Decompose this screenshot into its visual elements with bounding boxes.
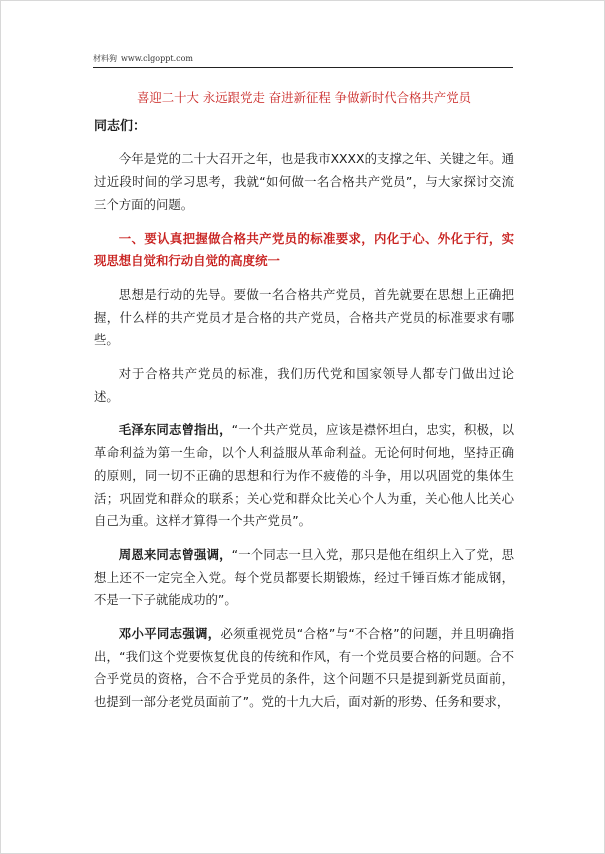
quote-lead-deng: 邓小平同志强调，	[118, 626, 221, 642]
paragraph-2: 对于合格共产党员的标准，我们历代党和国家领导人都专门做出过论述。	[94, 366, 514, 404]
paragraph-1: 思想是行动的先导。要做一名合格共产党员，首先就要在思想上正确把握，什么样的共产党员才是合格的共产党员，合格共产党员的标准要求有哪些。	[94, 286, 514, 348]
header-site: www.clgoppt.com	[121, 54, 193, 63]
paragraph-3	[94, 419, 514, 533]
quote-body-deng: 必须重视党员“合格”与“不合格”的问题，并且明确指出，“我们这个党要恢复优良的传统和作风，有一个党员要合格的问题。合不合乎党员的资格，合不合乎党员的条件，这个问题不只是提到新党员面前，也提到一部分老党员面前了”。党的十九大后，面对新的形势、任务和要求，	[94, 626, 514, 710]
section-heading-1: 一、要认真把握做合格共产党员的标准要求，内化于心、外化于行，实现思想自觉和行动自觉的高度统一	[94, 230, 514, 269]
header-brand: 材料狗	[93, 54, 117, 63]
paragraph-4	[94, 544, 514, 612]
greeting: 同志们：	[94, 118, 147, 134]
quote-lead-zhou: 周恩来同志曾强调，	[118, 546, 232, 562]
page-header	[93, 53, 513, 68]
document-body	[94, 87, 514, 725]
intro-paragraph: 今年是党的二十大召开之年，也是我市XXXX的支撑之年、关键之年。通过近段时间的学习思考，我就“如何做一名合格共产党员”，与大家探讨交流三个方面的问题。	[94, 151, 514, 212]
quote-lead-mao: 毛泽东同志曾指出，	[118, 422, 232, 438]
quote-body-mao: “一个共产党员，应该是襟怀坦白，忠实，积极，以革命利益为第一生命，以个人利益服从革命利益。无论何时何地，坚持正确的原则，同一切不正确的思想和行为作不疲倦的斗争，用以巩固党的集体生活；巩固党和群众的联系；关心党和群众比关心个人为重，关心他人比关心自己为重。这样才算得一个共产党员”。	[94, 422, 515, 529]
paragraph-5	[94, 623, 514, 714]
document-title: 喜迎二十大 永远跟党走 奋进新征程 争做新时代合格共产党员	[137, 90, 471, 105]
quote-body-zhou: “一个同志一旦入党，那只是他在组织上入了党，思想上还不一定完全入党。每个党员都要长期锻炼，经过千锤百炼才能成钢，不是一下子就能成功的”。	[94, 546, 515, 608]
